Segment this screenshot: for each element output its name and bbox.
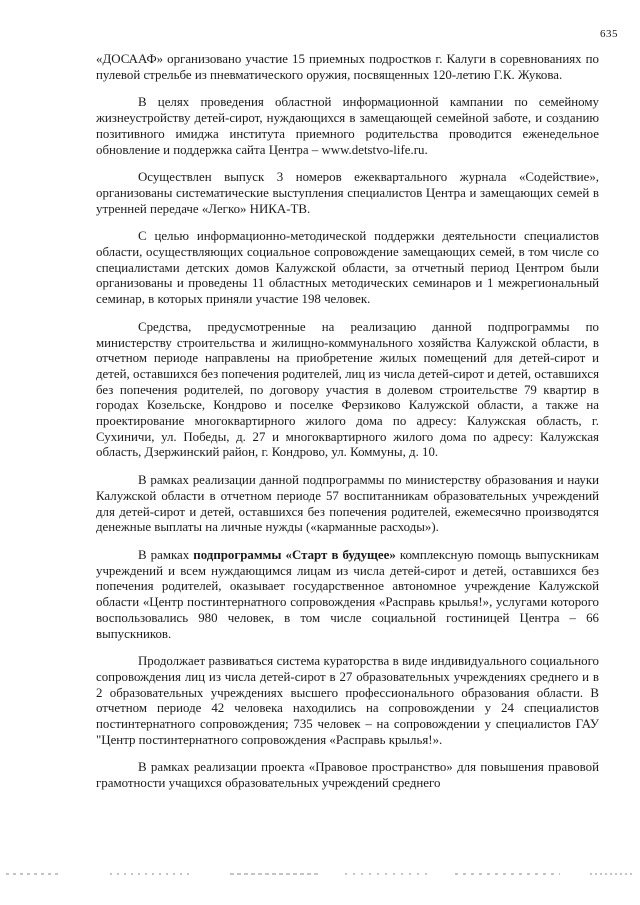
document-body [96, 52, 599, 792]
paragraph-start-future [96, 548, 599, 642]
paragraph-start-lead: В рамках [138, 547, 194, 562]
paragraph-pocket-money: В рамках реализации данной подпрограммы по министерству образования и науки Калужской области в отчетном периоде 57 воспитанникам образовательных учреждений для детей-сирот и детей, оставшихся без попечения родителей, ежемесячно производятся денежные выплаты на личные нужды («карманные расходы»). [96, 473, 599, 535]
scan-edge-artifact [0, 871, 640, 877]
paragraph-info-campaign: В целях проведения областной информационной кампании по семейному жизнеустройству детей-сирот, нуждающихся в замещающей семейной заботе, и созданию позитивного имиджа института приемного родительства проводится еженедельное обновление и поддержка сайта Центра – www.detstvo-life.ru. [96, 95, 599, 157]
paragraph-dosaaf: «ДОСААФ» организовано участие 15 приемных подростков г. Калуги в соревнованиях по пулевой стрельбе из пневматического оружия, посвященных 120-летию Г.К. Жукова. [96, 52, 599, 82]
paragraph-start-rest: комплексную помощь выпускникам учреждений и всем нуждающимся лицам из числа детей-сирот и детей, оставшихся без попечения родителей, оказывает государственное автономное учреждение Калужской области «Центр постинтернатного сопровождения «Расправь крылья!», услугами которого воспользовались 980 человек, в том числе социальной гостиницей Центра – 66 выпускников. [96, 547, 599, 641]
page-number: 635 [600, 28, 618, 40]
subprogram-name: подпрограммы «Старт в будущее» [193, 547, 396, 562]
paragraph-journal: Осуществлен выпуск 3 номеров ежеквартального журнала «Содействие», организованы систематические выступления специалистов Центра и замещающих семей в утренней передаче «Легко» НИКА-ТВ. [96, 170, 599, 216]
paragraph-legal-space: В рамках реализации проекта «Правовое пространство» для повышения правовой грамотности учащихся образовательных учреждений среднего [96, 760, 599, 791]
paragraph-methodical-support: С целью информационно-методической поддержки деятельности специалистов области, осуществляющих социальное сопровождение замещающих семей, в том числе со специалистами детских домов Калужской области, за отчетный период Центром были организованы и проведены 11 областных методических семинаров и 1 межрегиональный семинар, в которых приняли участие 198 человек. [96, 229, 599, 307]
paragraph-curatorship: Продолжает развиваться система кураторства в виде индивидуального социального сопровождения лиц из числа детей-сирот в 27 образовательных учреждениях среднего и в 2 образовательных учреждениях высшего профессионального образования области. В отчетном периоде 42 человека находились на сопровождении у 24 специалистов постинтернатного сопровождения; 735 человек – на сопровождении у специалистов ГАУ "Центр постинтернатного сопровождения «Расправь крылья!». [96, 654, 599, 747]
paragraph-housing: Средства, предусмотренные на реализацию данной подпрограммы по министерству строительства и жилищно-коммунального хозяйства Калужской области, в отчетном периоде направлены на приобретение жилых помещений для детей-сирот и детей, оставшихся без попечения родителей, лиц из числа детей-сирот и детей, оставшихся без попечения родителей, по договору участия в долевом строительстве 79 квартир в городах Козельске, Кондрово и поселке Ферзиково Калужской области, а также на проектирование многоквартирного жилого дома по адресу: Калужская область, г. Сухиничи, ул. Победы, д. 27 и многоквартирного жилого дома по адресу: Калужская область, Дзержинский район, г. Кондрово, ул. Коммуны, д. 10. [96, 319, 599, 460]
